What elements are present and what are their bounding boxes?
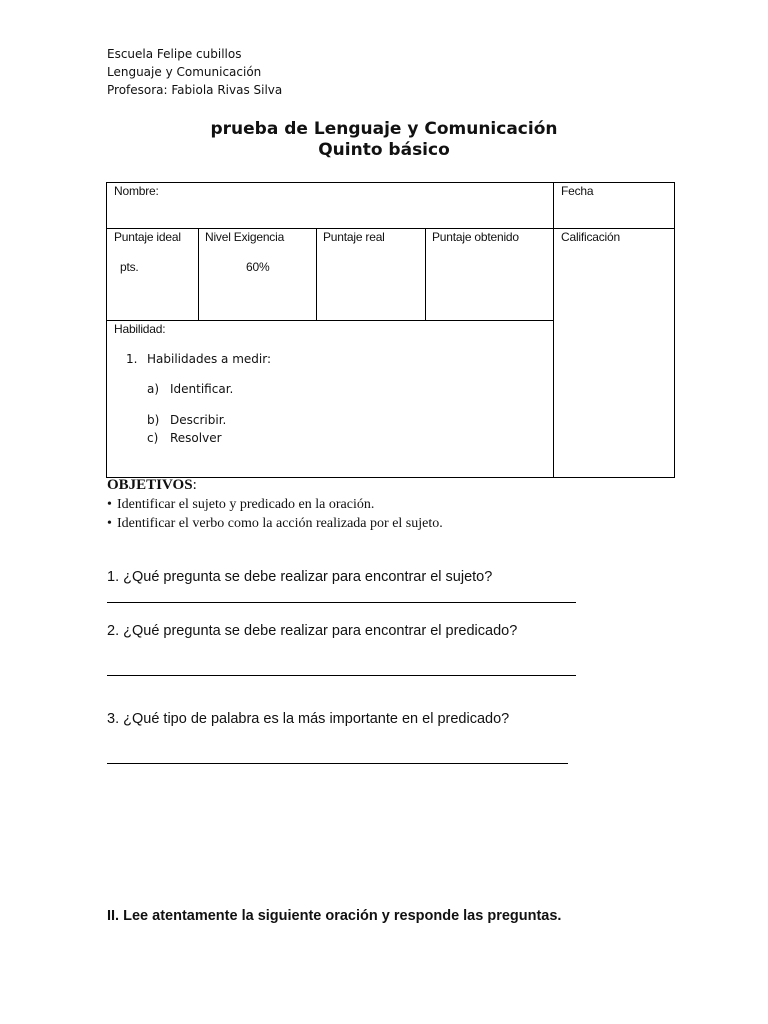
puntaje-ideal-value: pts. [120,260,139,274]
answer-line-1[interactable] [107,602,576,603]
nivel-exigencia-cell [198,228,317,321]
skills-heading-number: 1. [126,352,138,366]
teacher-name: Profesora: Fabiola Rivas Silva [107,83,283,97]
answer-line-2[interactable] [107,675,576,676]
section-2-instruction: II. Lee atentamente la siguiente oración y responde las preguntas. [107,908,562,924]
skill-marker: a) [147,382,160,396]
skills-heading: Habilidades a medir: [147,352,271,366]
puntaje-ideal-label: Puntaje ideal [114,230,181,244]
habilidad-cell [106,320,554,478]
nombre-label: Nombre: [114,184,159,198]
objetivo-text: Identificar el verbo como la acción realizada por el sujeto. [117,516,443,531]
habilidad-label: Habilidad: [114,322,166,336]
skill-item: Resolver [170,431,222,445]
nivel-exigencia-label: Nivel Exigencia [205,230,285,244]
puntaje-obtenido-cell [425,228,554,321]
question-2: 2. ¿Qué pregunta se debe realizar para encontrar el predicado? [107,623,518,639]
objetivo-item [107,497,374,513]
test-subtitle: Quinto básico [318,140,450,160]
puntaje-real-cell [316,228,426,321]
puntaje-real-label: Puntaje real [323,230,385,244]
subject-name: Lenguaje y Comunicación [107,65,262,79]
objetivos-heading-text: OBJETIVOS [107,477,193,493]
fecha-cell [553,182,675,229]
nivel-exigencia-value: 60% [246,260,270,274]
question-3: 3. ¿Qué tipo de palabra es la más importante en el predicado? [107,711,510,727]
fecha-label: Fecha [561,184,594,198]
objetivo-text: Identificar el sujeto y predicado en la oración. [117,497,375,512]
calificacion-cell [553,228,675,478]
puntaje-obtenido-label: Puntaje obtenido [432,230,519,244]
objetivos-colon: : [192,477,197,493]
question-1: 1. ¿Qué pregunta se debe realizar para encontrar el sujeto? [107,569,493,585]
objetivos-heading [107,477,197,494]
skill-item: Describir. [170,413,227,427]
calificacion-label: Calificación [561,230,620,244]
test-title: prueba de Lenguaje y Comunicación [210,119,558,139]
puntaje-ideal-cell [106,228,199,321]
skill-marker: b) [147,413,160,427]
bullet-icon: • [107,516,112,531]
school-name: Escuela Felipe cubillos [107,47,242,61]
skill-marker: c) [147,431,159,445]
objetivo-item [107,516,443,532]
bullet-icon: • [107,497,112,512]
skill-item: Identificar. [170,382,234,396]
answer-line-3[interactable] [107,763,568,764]
nombre-cell [106,182,554,229]
